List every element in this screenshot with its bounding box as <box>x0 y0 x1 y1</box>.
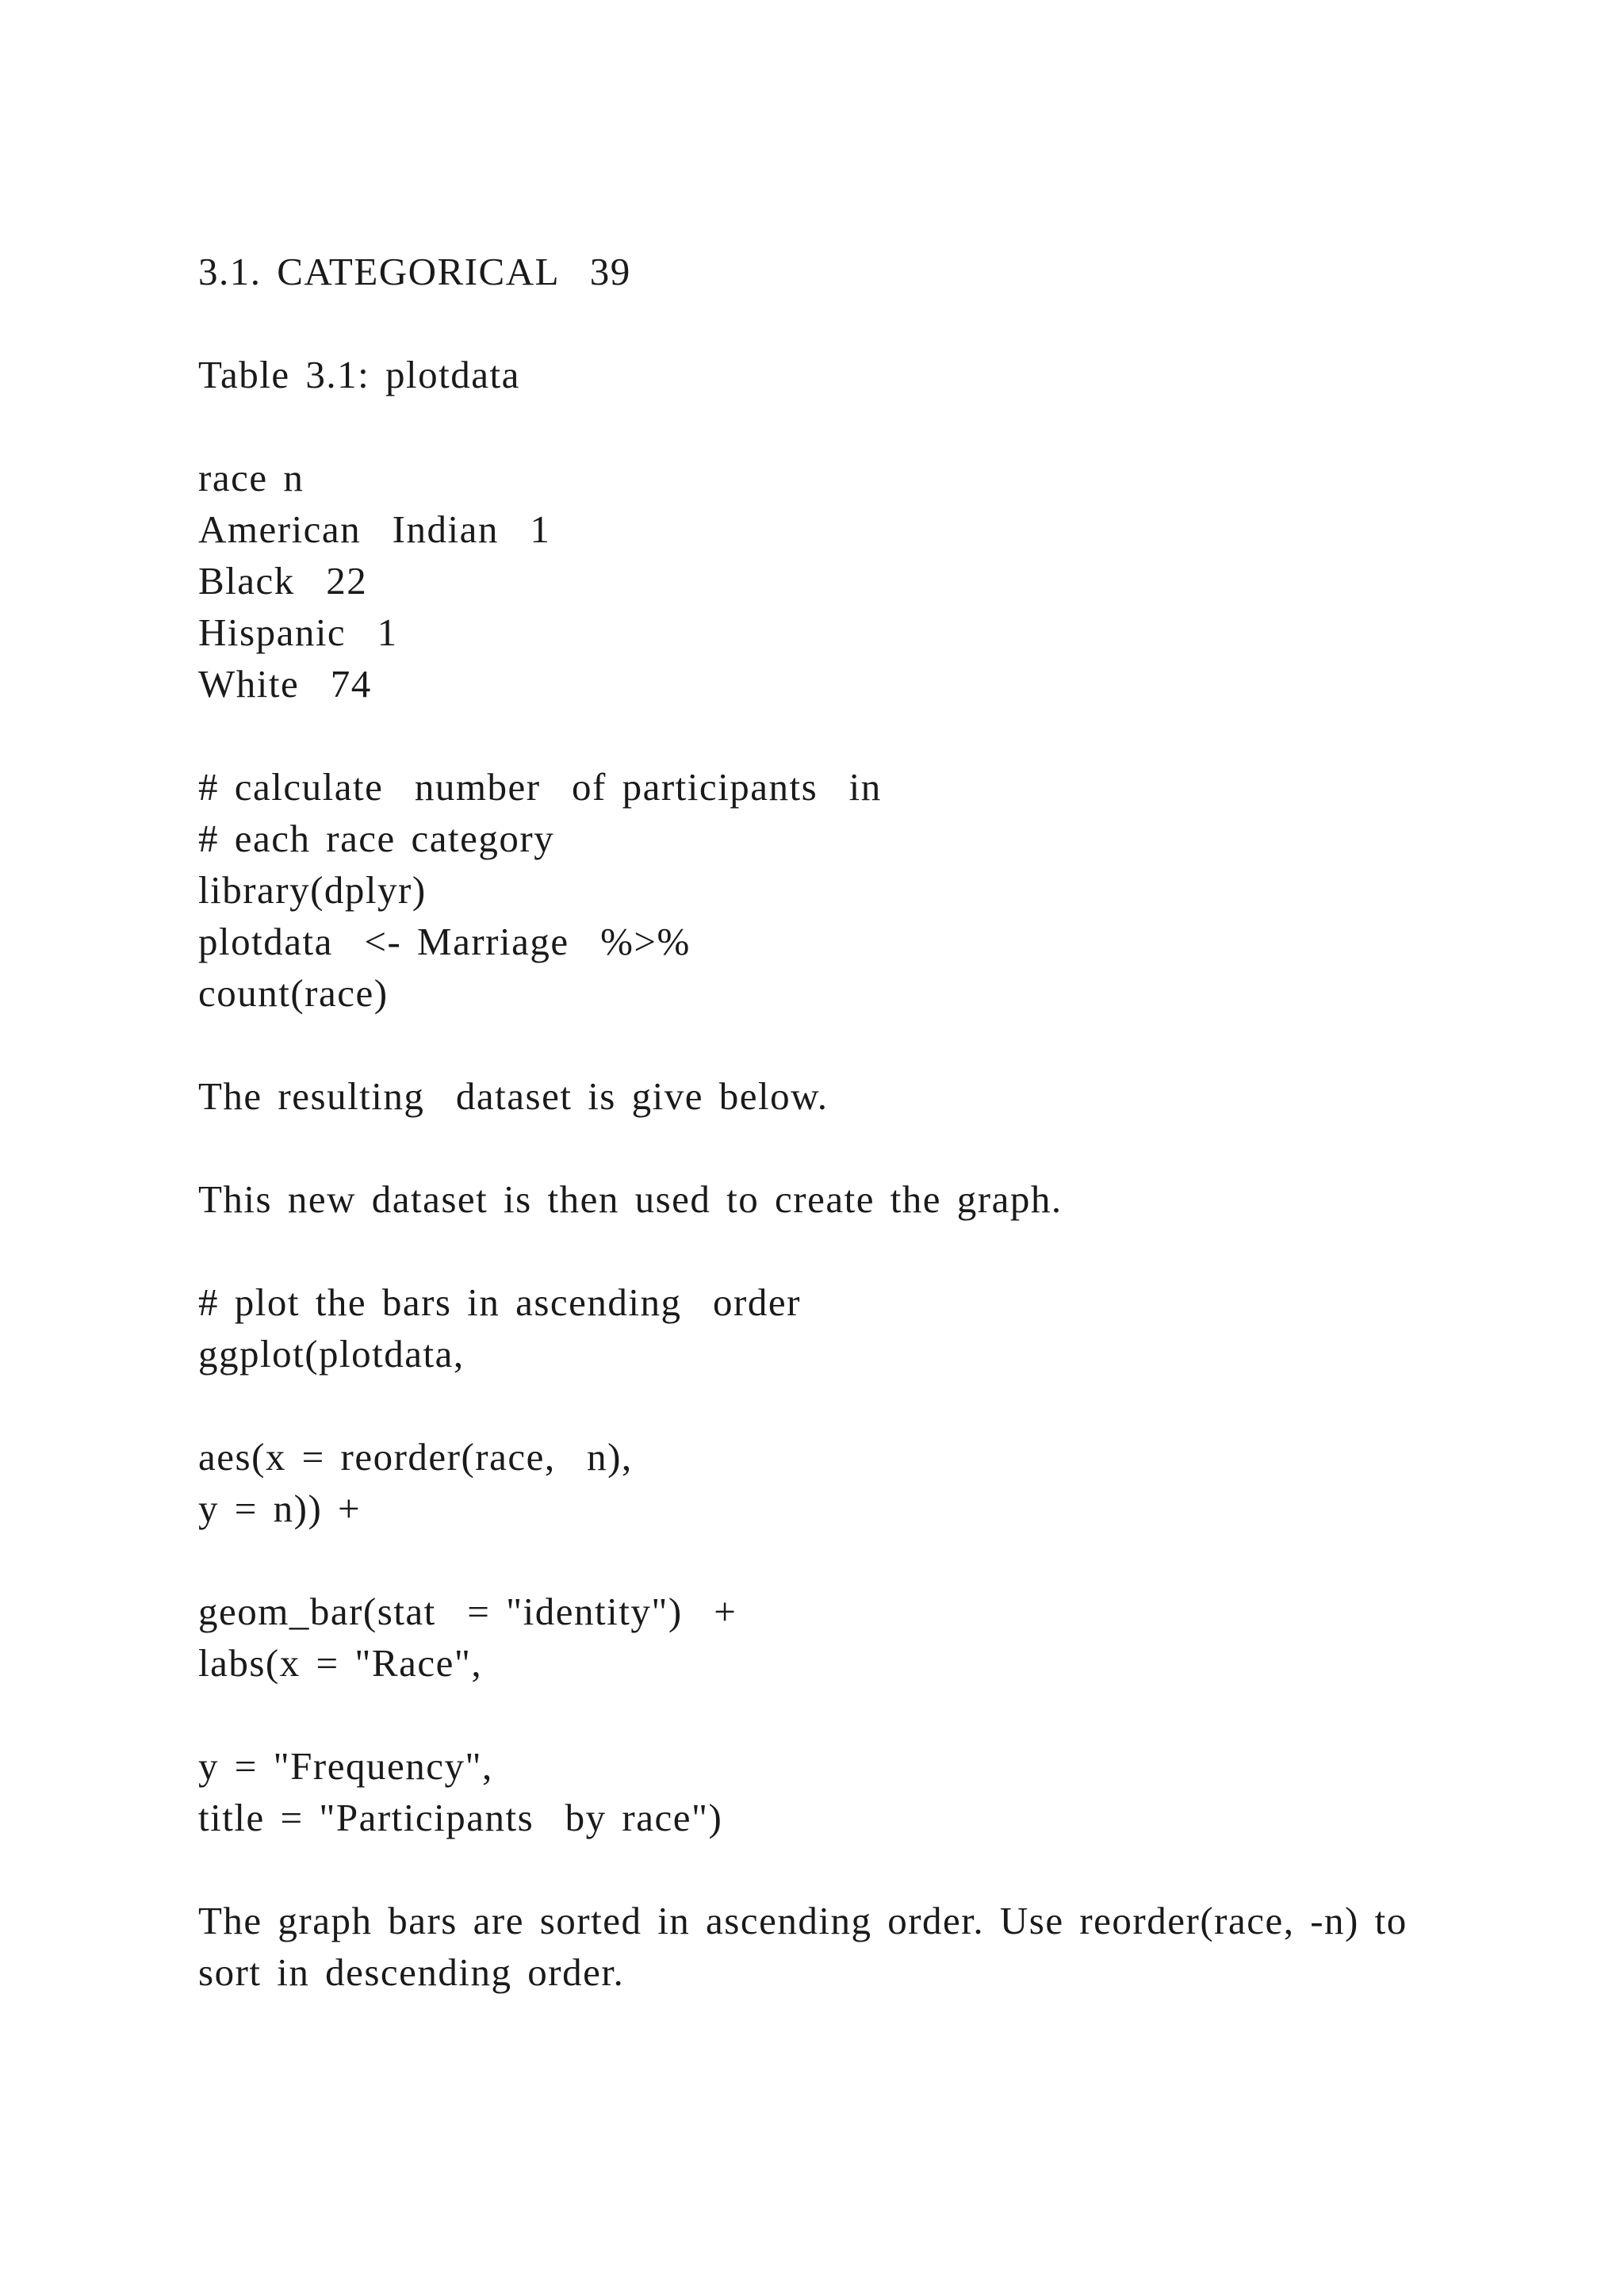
spacer <box>198 1380 1467 1431</box>
code-line: ggplot(plotdata, <box>198 1332 465 1376</box>
table-caption: Table 3.1: plotdata <box>198 353 520 396</box>
body-text-resulting: The resulting dataset is give below. <box>198 1074 829 1118</box>
code-line: # each race category <box>198 817 555 860</box>
spacer <box>198 1019 1467 1070</box>
spacer <box>198 1534 1467 1586</box>
code-line: title = "Participants by race") <box>198 1796 723 1839</box>
spacer <box>198 297 1467 349</box>
body-text-new-dataset: This new dataset is then used to create the graph. <box>198 1177 1063 1221</box>
table-row: Black 22 <box>198 559 368 603</box>
document-page <box>198 246 1467 1998</box>
code-line: y = "Frequency", <box>198 1744 493 1788</box>
table-row: American Indian 1 <box>198 507 551 551</box>
code-line: aes(x = reorder(race, n), <box>198 1435 633 1479</box>
running-head: 3.1. CATEGORICAL 39 <box>198 250 631 293</box>
code-line: # calculate number of participants in <box>198 765 882 809</box>
code-line: plotdata <- Marriage %>% <box>198 920 691 963</box>
spacer <box>198 710 1467 761</box>
code-line: library(dplyr) <box>198 868 427 912</box>
spacer <box>198 1689 1467 1740</box>
code-line: geom_bar(stat = "identity") + <box>198 1590 737 1633</box>
spacer <box>198 1843 1467 1895</box>
closing-paragraph: The graph bars are sorted in ascending order. Use reorder(race, -n) to sort in descending order. <box>198 1899 1408 1994</box>
table-row: White 74 <box>198 662 372 706</box>
code-line: labs(x = "Race", <box>198 1641 483 1685</box>
spacer <box>198 1122 1467 1173</box>
spacer <box>198 400 1467 452</box>
code-line: count(race) <box>198 971 389 1015</box>
table-header: race n <box>198 456 304 499</box>
code-line: # plot the bars in ascending order <box>198 1280 801 1324</box>
spacer <box>198 1225 1467 1276</box>
code-line: y = n)) + <box>198 1487 362 1530</box>
table-row: Hispanic 1 <box>198 610 398 654</box>
